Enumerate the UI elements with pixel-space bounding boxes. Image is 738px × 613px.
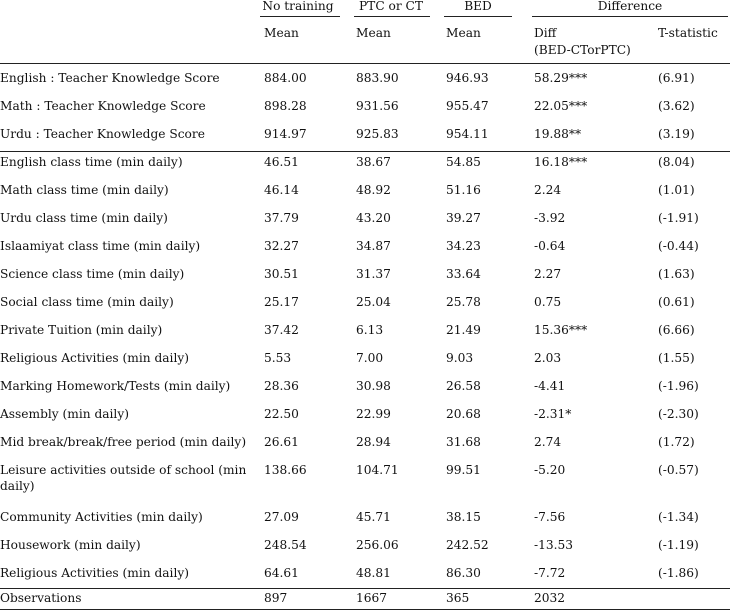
cell-ptc-or-ct: 883.90 (356, 71, 399, 85)
cell-no-training: 26.61 (264, 435, 299, 449)
header-underline-no-training (260, 16, 340, 17)
row-label: Leisure activities outside of school (min daily) (0, 463, 247, 494)
row-label: English : Teacher Knowledge Score (0, 71, 220, 85)
cell-diff: 19.88** (534, 127, 582, 141)
cell-t-statistic: (6.66) (658, 323, 695, 337)
row-label: Islaamiyat class time (min daily) (0, 239, 201, 253)
cell-diff: 2.74 (534, 435, 562, 449)
cell-bed: 39.27 (446, 211, 481, 225)
section-rule (0, 588, 730, 589)
cell-diff: 2.27 (534, 267, 562, 281)
row-label: Urdu : Teacher Knowledge Score (0, 127, 205, 141)
cell-ptc-or-ct: 48.92 (356, 183, 391, 197)
cell-t-statistic: (0.61) (658, 295, 695, 309)
row-label: Community Activities (min daily) (0, 510, 203, 524)
cell-ptc-or-ct: 104.71 (356, 463, 399, 477)
cell-t-statistic: (3.62) (658, 99, 695, 113)
cell-bed: 86.30 (446, 566, 481, 580)
cell-ptc-or-ct: 38.67 (356, 155, 391, 169)
cell-bed: 955.47 (446, 99, 489, 113)
cell-ptc-or-ct: 45.71 (356, 510, 391, 524)
header-underline-ptc-or-ct (354, 16, 430, 17)
subhead-mean-no-training: Mean (264, 26, 299, 40)
cell-t-statistic: (-0.57) (658, 463, 699, 477)
row-label: Science class time (min daily) (0, 267, 185, 281)
cell-diff: -5.20 (534, 463, 566, 477)
cell-no-training: 64.61 (264, 566, 299, 580)
cell-t-statistic: (-1.34) (658, 510, 699, 524)
cell-bed: 20.68 (446, 407, 481, 421)
cell-bed: 954.11 (446, 127, 489, 141)
cell-ptc-or-ct: 31.37 (356, 267, 391, 281)
cell-bed: 26.58 (446, 379, 481, 393)
row-label: Religious Activities (min daily) (0, 351, 189, 365)
cell-bed: 54.85 (446, 155, 481, 169)
cell-diff: 2032 (534, 591, 566, 605)
cell-t-statistic: (-1.96) (658, 379, 699, 393)
cell-ptc-or-ct: 25.04 (356, 295, 391, 309)
cell-no-training: 46.14 (264, 183, 299, 197)
cell-no-training: 22.50 (264, 407, 299, 421)
cell-ptc-or-ct: 256.06 (356, 538, 399, 552)
cell-t-statistic: (-1.19) (658, 538, 699, 552)
cell-ptc-or-ct: 30.98 (356, 379, 391, 393)
cell-no-training: 5.53 (264, 351, 292, 365)
cell-ptc-or-ct: 22.99 (356, 407, 391, 421)
cell-t-statistic: (8.04) (658, 155, 695, 169)
cell-no-training: 32.27 (264, 239, 299, 253)
cell-ptc-or-ct: 28.94 (356, 435, 391, 449)
subhead-mean-bed: Mean (446, 26, 481, 40)
cell-t-statistic: (6.91) (658, 71, 695, 85)
header-underline-bed (444, 16, 512, 17)
cell-bed: 946.93 (446, 71, 489, 85)
cell-no-training: 138.66 (264, 463, 307, 477)
cell-bed: 51.16 (446, 183, 481, 197)
row-label: Observations (0, 591, 82, 605)
cell-ptc-or-ct: 6.13 (356, 323, 384, 337)
cell-bed: 365 (446, 591, 470, 605)
header-ptc-or-ct: PTC or CT (358, 0, 424, 13)
cell-bed: 9.03 (446, 351, 474, 365)
cell-no-training: 897 (264, 591, 288, 605)
cell-bed: 242.52 (446, 538, 489, 552)
cell-ptc-or-ct: 7.00 (356, 351, 384, 365)
row-label: Assembly (min daily) (0, 407, 129, 421)
cell-no-training: 27.09 (264, 510, 299, 524)
subhead-t-statistic: T-statistic (658, 26, 718, 40)
row-label: Religious Activities (min daily) (0, 566, 189, 580)
cell-ptc-or-ct: 34.87 (356, 239, 391, 253)
cell-ptc-or-ct: 43.20 (356, 211, 391, 225)
header-underline-difference (532, 16, 728, 17)
cell-ptc-or-ct: 48.81 (356, 566, 391, 580)
cell-bed: 33.64 (446, 267, 481, 281)
subhead-mean-ptc-or-ct: Mean (356, 26, 391, 40)
cell-bed: 34.23 (446, 239, 481, 253)
table-bottom-rule (0, 609, 730, 610)
cell-bed: 31.68 (446, 435, 481, 449)
cell-diff: 58.29*** (534, 71, 588, 85)
cell-no-training: 25.17 (264, 295, 299, 309)
cell-no-training: 30.51 (264, 267, 299, 281)
cell-no-training: 884.00 (264, 71, 307, 85)
header-bed: BED (464, 0, 492, 13)
cell-t-statistic: (1.72) (658, 435, 695, 449)
cell-t-statistic: (-2.30) (658, 407, 699, 421)
cell-t-statistic: (-1.86) (658, 566, 699, 580)
cell-diff: 2.03 (534, 351, 562, 365)
cell-ptc-or-ct: 1667 (356, 591, 388, 605)
row-label: Social class time (min daily) (0, 295, 174, 309)
cell-diff: -3.92 (534, 211, 566, 225)
cell-bed: 38.15 (446, 510, 481, 524)
cell-t-statistic: (3.19) (658, 127, 695, 141)
cell-diff: 2.24 (534, 183, 562, 197)
cell-diff: -7.72 (534, 566, 566, 580)
row-label: Housework (min daily) (0, 538, 141, 552)
cell-t-statistic: (-0.44) (658, 239, 699, 253)
cell-diff: 15.36*** (534, 323, 588, 337)
cell-t-statistic: (1.01) (658, 183, 695, 197)
subhead-diff-note: (BED-CTorPTC) (534, 43, 631, 57)
row-label: Math : Teacher Knowledge Score (0, 99, 206, 113)
row-label: Urdu class time (min daily) (0, 211, 168, 225)
cell-no-training: 37.79 (264, 211, 299, 225)
cell-t-statistic: (1.55) (658, 351, 695, 365)
row-label: Marking Homework/Tests (min daily) (0, 379, 231, 393)
cell-bed: 21.49 (446, 323, 481, 337)
cell-ptc-or-ct: 931.56 (356, 99, 399, 113)
header-bottom-rule (0, 63, 730, 64)
cell-no-training: 898.28 (264, 99, 307, 113)
row-label: Mid break/break/free period (min daily) (0, 435, 247, 449)
cell-diff: 16.18*** (534, 155, 588, 169)
cell-t-statistic: (1.63) (658, 267, 695, 281)
cell-no-training: 37.42 (264, 323, 299, 337)
cell-no-training: 28.36 (264, 379, 299, 393)
row-label: Math class time (min daily) (0, 183, 169, 197)
cell-ptc-or-ct: 925.83 (356, 127, 399, 141)
row-label: Private Tuition (min daily) (0, 323, 163, 337)
cell-t-statistic: (-1.91) (658, 211, 699, 225)
row-label: English class time (min daily) (0, 155, 183, 169)
cell-no-training: 46.51 (264, 155, 299, 169)
cell-no-training: 248.54 (264, 538, 307, 552)
cell-bed: 25.78 (446, 295, 481, 309)
header-difference: Difference (597, 0, 663, 13)
cell-diff: -7.56 (534, 510, 566, 524)
cell-diff: 22.05*** (534, 99, 588, 113)
cell-diff: -2.31* (534, 407, 572, 421)
cell-diff: -13.53 (534, 538, 574, 552)
section-rule (0, 151, 730, 152)
cell-bed: 99.51 (446, 463, 481, 477)
header-no-training: No training (262, 0, 334, 13)
cell-diff: 0.75 (534, 295, 562, 309)
cell-diff: -4.41 (534, 379, 566, 393)
cell-diff: -0.64 (534, 239, 566, 253)
cell-no-training: 914.97 (264, 127, 307, 141)
subhead-diff: Diff (534, 26, 557, 40)
